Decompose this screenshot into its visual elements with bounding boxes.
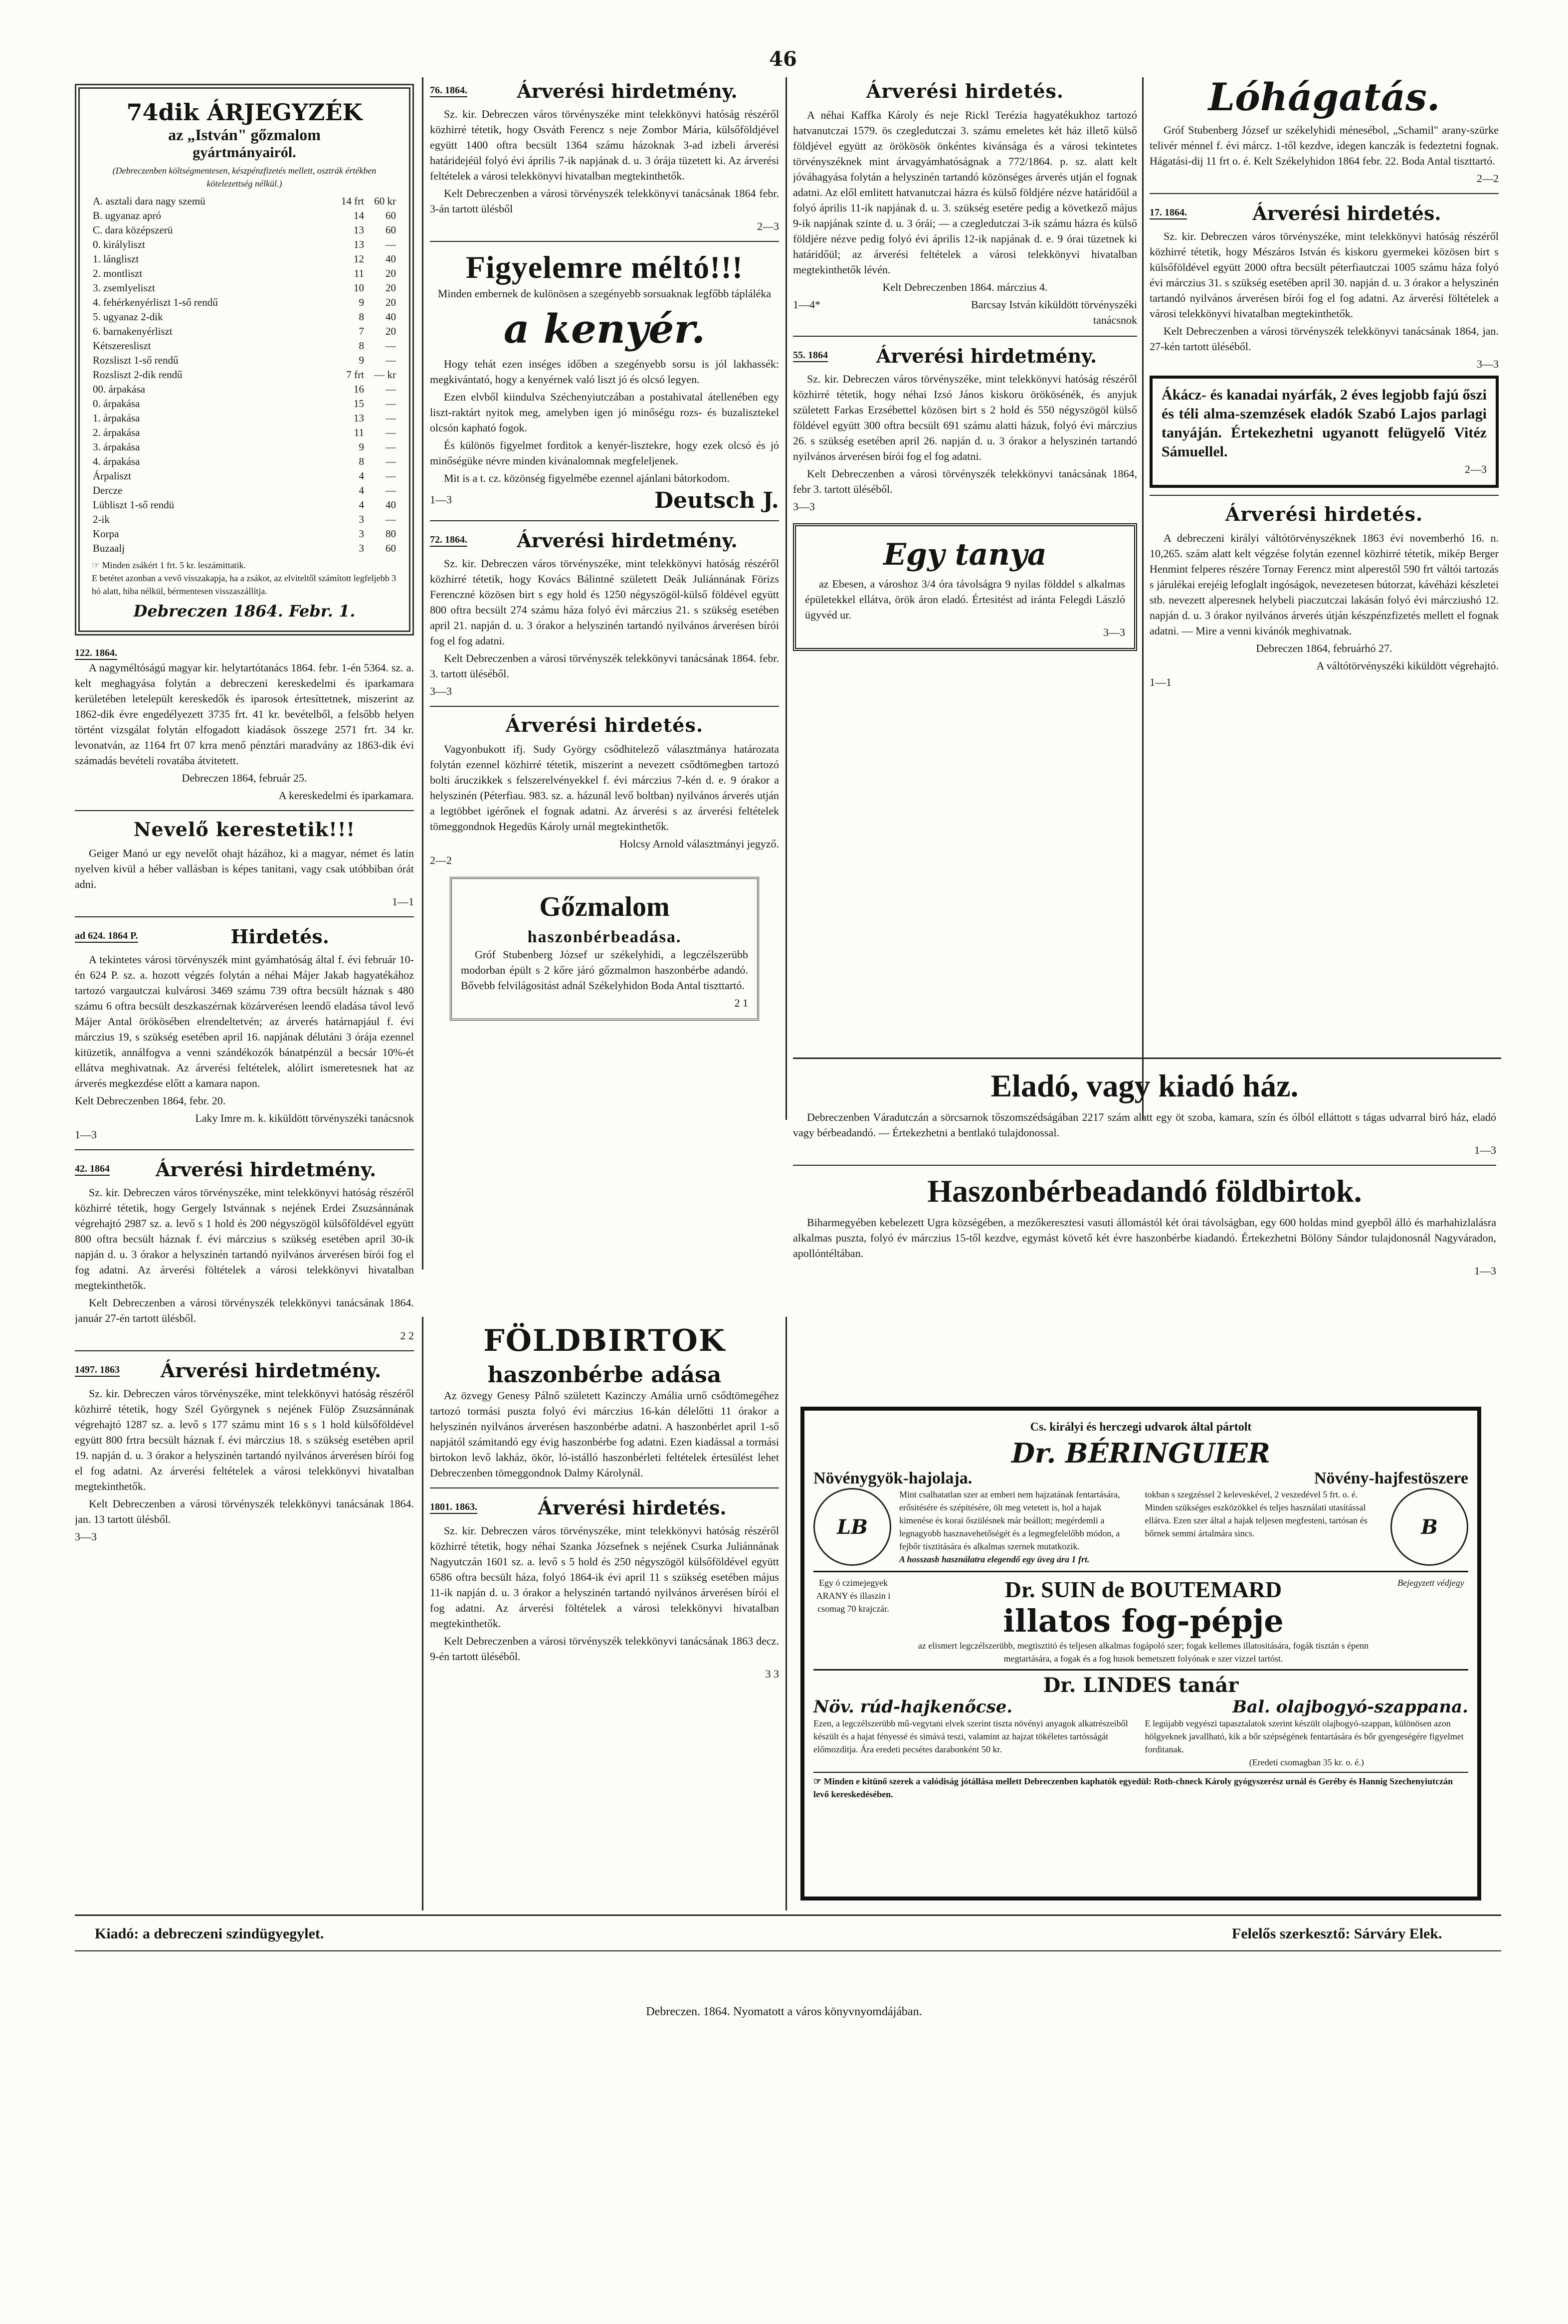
notice-title: Nevelő kerestetik!!! <box>133 818 356 841</box>
price-krajcar: 20 <box>386 325 396 337</box>
notice-number: 1—3 <box>1474 1265 1496 1277</box>
notice-title: Gőzmalom <box>539 891 670 922</box>
ad-header: Cs. királyi és herczegi udvarok által pártolt <box>1030 1421 1252 1434</box>
price-list-subtitle2: gyártmányairól. <box>193 144 296 161</box>
price-krajcar: — <box>386 238 396 250</box>
price-krajcar: — <box>386 398 396 410</box>
price-krajcar: 60 <box>386 210 396 221</box>
notice-farm <box>793 523 1137 651</box>
notice-signature: Holcsy Arnold választmányi jegyző. <box>619 838 779 850</box>
notice-title: FÖLDBIRTOK <box>483 1323 726 1358</box>
notice-title: Árverési hirdetés. <box>1225 503 1423 525</box>
notice-title: Haszonbérbeadandó földbirtok. <box>927 1173 1362 1209</box>
price-list-subtitle: az „István" gőzmalom <box>168 126 321 144</box>
notice-body: Sz. kir. Debreczen város törvényszéke, mint telekkönyvi hatóság részéről közhirré tétetik, hogy néhai Izsó János kiskoru örökösénék, és anyjuk született Farkas Erzsébettel közösen birt s 2 hold és 550 négyszögöl külső földével együtt 300 oftra becsült 691 számu alatti házuk, folyó évi márczius 26. s szükség esetében april 26. napján d. u. 3 órakor a helyszinén tartandó nyilvános árverésen bírói fog el fog adatni. <box>793 373 1137 462</box>
notice-body: A néhai Kaffka Károly és neje Rickl Terézia hagyatékukhoz tartozó hatvanutczai 1579. ös czegledutczai 3. számu emeletes két ház illető külső földjével együtt az örökösök önkéntes kivánsága és a városi tekintetes törvényszéknek mint árvagyámhatóságnak a 772/1864. p. sz. alatt kelt jóváhagyása folytán a helyszinén tartandó közönséges árverés utján el fognak adatni. Az elől emlitett hatvanutczai házra és külső földjére nézve határidőül a folyó április 11-ik napjának d. u. 3. szükség esetére pedig a következő május 9-ik napjának szinte d. u. 3 órái; — a czegledutczai 3-ik számu házra és külső földjére nézve pedig folyó évi április 12-ik napjának d. e. 9 órai tüzetnek ki határidőül; az árverési feltételek a városi telekkönyvi hivatalban megtekinthetők lévén. <box>793 109 1137 276</box>
notice-title: Eladó, vagy kiadó ház. <box>990 1068 1299 1103</box>
notice-date: Kelt Debreczenben a városi törvényszék telekkönyvi tanácsának 1864 febr. 3-án tartott ülésből <box>430 187 779 215</box>
notice-signature: Deutsch J. <box>654 488 779 513</box>
price-item: 3. zsemlyeliszt <box>93 282 155 294</box>
notice-auction-1801 <box>430 1496 779 1682</box>
notice-date: Kelt Debreczenben a városi törvényszék telekkönyvi tanácsának 1863 decz. 9-én tartott üléséből. <box>430 1635 779 1663</box>
notice-body: Geiger Manó ur egy nevelőt ohajt házához, ki a magyar, német és latin nyelven kivül a héber vallásban is képes tanitani, vagy csak utóbbiban órát adni. <box>75 847 414 890</box>
price-forint: 11 <box>354 426 364 438</box>
price-forint: 13 <box>354 238 364 250</box>
notice-number: 1—1 <box>392 895 414 908</box>
notice-body: Sz. kir. Debreczen város törvényszéke, mint telekkönyvi hatóság részéről közhirré tétetik, hogy Mészáros István és kiskoru gyermekei közösen birt s külsőföldével együtt 2000 oftra becsült péterfiautczai 1005 számu háza folyó évi márczius 31. s szükség esetében april 30. napján d. u. 3 órakor a helyszinén tartandó nyilvános árverésen bírói fog el fog adatni. Az árverési föltételek a városi telekkönyvi hivatalban megtekinthetők. <box>1150 230 1499 320</box>
section-rule <box>793 1057 1501 1059</box>
notice-auction-55 <box>793 345 1137 514</box>
ad-suin-left: Egy ó czimejegyek ARANY és illaszin i csomag 70 krajczár. <box>816 1578 891 1614</box>
notice-number: 2 1 <box>734 997 748 1009</box>
notice-number: 3 3 <box>765 1668 779 1680</box>
price-row <box>92 512 397 527</box>
notice-subtitle: haszonbérbeadása. <box>527 928 682 946</box>
notice-number: 2—3 <box>1465 463 1487 475</box>
column-rule <box>422 1317 423 1910</box>
price-krajcar: — <box>386 412 396 424</box>
notice-signature: Laky Imre m. k. kiküldött törvényszéki tanácsnok <box>195 1112 414 1124</box>
price-item: Dercze <box>93 484 123 496</box>
ad-emblem-right: B <box>1390 1488 1468 1566</box>
notice-date: Kelt Debreczenben 1864. márczius 4. <box>882 281 1048 293</box>
notice-body: A debreczeni királyi váltótörvényszéknek 1863 évi novemberhó 16. n. 10,265. szám alatt kelt végzése folytán ezennel közhirré tétetik, mikép Berger Henmint felperes részére Tornay Ferencz mint alperestől 590 frt váltói tartozás s járulékai erejéig lefoglalt ingóságok, nevezetesen bútorzat, kávéházi készletei stb. nevezett alperesnek helybeli piaczutczai lakásán folyó évi márcziushó 12. napján d. u. 3 órakor nyilvános árverés útján készpénzfizetés mellett el fognak adatni. — Mire a venni kivánók meghivatnak. <box>1150 532 1499 637</box>
column-2-lower <box>430 1319 779 1908</box>
price-forint: 7 frt <box>346 369 364 381</box>
divider <box>793 1165 1496 1166</box>
column-rule <box>1142 77 1144 1120</box>
price-item: Rozsliszt 1-ső rendű <box>93 354 179 366</box>
notice-number: 2—2 <box>430 854 452 866</box>
notice-number: 3—3 <box>1103 626 1125 638</box>
notice-number: 3—3 <box>430 685 452 697</box>
price-forint: 4 <box>359 484 364 496</box>
price-footnote-2: E betétet azonban a vevő visszakapja, ha a zsákot, az elviteltől számított legfeljebb 3 hó alatt, hiba nélkül, bérmentesen visszaszállítja. <box>92 573 396 596</box>
price-row <box>92 498 397 512</box>
divider <box>793 336 1137 337</box>
price-krajcar: — <box>386 383 396 395</box>
notice-body: Sz. kir. Debreczen város törvényszéke, mint telekkönyvi hatóság részéről közhirré tétetik, hogy Kovács Bálintné született Deák Juliánnának Förizs Ferenczné közösen birt s egy hold és 1250 négyszögöl-külső földével együtt 800 oftra becsült 274 számu háza folyó évi márczius 21. s szükség esetében april 21. napján d. u. 3 órakor a helyszinén tartandó nyilvános árverésen bírói fog el fog adatni. <box>430 557 779 647</box>
notice-ref: 76. 1864. <box>430 85 467 97</box>
notice-auction-1497 <box>75 1359 414 1544</box>
price-item: 1. árpakása <box>93 412 140 424</box>
ad-suin-right: Bejegyzett védjegy <box>1397 1578 1464 1588</box>
notice-bread <box>430 249 779 513</box>
price-krajcar: — <box>386 441 396 453</box>
price-forint: 7 <box>359 325 364 337</box>
notice-title: Lóhágatás. <box>1208 80 1440 119</box>
notice-kaffka <box>793 80 1137 329</box>
ad-lindes-title: Dr. LINDES tanár <box>1043 1674 1239 1697</box>
ad-suin-text: az elismert legczélszerübb, megtisztitó és teljesen alkalmas fogápoló szer; fogak kellemes illatositására, fogák tisztán s épenn megtartására, a fogak és a fog husok bemetszett folyónak e szer vizzel tartóst. <box>918 1641 1369 1664</box>
notice-body: Debreczenben Váradutczán a sörcsarnok tőszomszédságában 2217 szám alatt egy öt szoba, kamara, szín és ólból elláttott s tágas udvarral biró ház, eladó vagy bérbeadandó. — Értekezhetni a bentlakó tulajdonossal. <box>793 1111 1496 1139</box>
notice-date: Kelt Debreczenben a városi törvényszék telekkönyvi tanácsának 1864, febr 3. tartott üléséből. <box>793 467 1137 495</box>
notice-body: Az özvegy Genesy Pálnő született Kazinczy Amália urnő csődtömegéhez tartozó tormási puszta folyó évi márczius 16-kán délelőtti 11 órakor a helyszinén nyilvános árverésen haszonbérbe adatni. A haszonbérlet april 1-ső napjától számitandó egy évig haszonbérbe fog adatni. Ezen kiadással a tormási birtokon levő lakház, ökör, ló-istálló haszonbérleti feltételek értesülést lehet Debreczenben tömeggondnok Dalmy Károlynál. <box>430 1389 779 1479</box>
notice-title: Árverési hirdetés. <box>1252 202 1441 224</box>
notice-body: A tekintetes városi törvényszék mint gyámhatóság által f. évi február 10-én 624 P. sz. a. hozott végzés folytán a néhai Májer Jakab hagyatékához tartozó vargautczai kulvárosi 3469 számu 739 oftra becsült háznak s 480 számu 6 oftra becsült deszkaszérnak közárverésen leendő eladása távol levő Májer Antal örökösében elrendeltetvén; az árverés határnapjául f. évi márczius 19, s szükség esetében april 16. napjának délutáni 3 órája ezennel kitüzetik, annálfogva a venni szándékozók bánatpénzül a becsár 10%-ét ellátva meghivatnak. Az árverési feltételek, alólirt ismeretesnek hat az árverés megkezdése előtt a kamara napon. <box>75 953 414 1089</box>
notice-date: Debreczen 1864, februárhó 27. <box>1256 642 1392 654</box>
notice-body: Vagyonbukott ifj. Sudy György csődhitelező választmánya határozata folytán ezennel közhirré tétetik, miszerint a nevezett csődtömegben tartozó bolti áruczikkek s felszerelvényekkel f. évi márczius 7-kén d. e. 9 órakor a helyszinén (Péterfiau. 983. sz. a. házunál levő boltban) nyilvános árverés utján a legtöbbet igérőnek el fognak adatni. Az árverési s az árverési feltételek tömeggondnok Hegedüs Károly urnál megtekinthetők. <box>430 743 779 833</box>
price-list-note: (Debreczenben költségmentesen, készpénzfizetés mellett, osztrák értékben kötelezettség nélkül.) <box>112 166 377 189</box>
notice-body: Gróf Stubenberg József ur székelyhidi, a legczélszerübb modorban épült s 2 kőre járó gőzmalmon haszonbérbe adandó. Bővebb felvilágositást adnál Székelyhidon Boda Antal tiszttartó. <box>461 948 748 992</box>
price-krajcar: 20 <box>386 296 396 308</box>
price-krajcar: 80 <box>386 528 396 540</box>
divider <box>1150 495 1499 496</box>
price-krajcar: — <box>386 426 396 438</box>
advertisement-beringuier <box>800 1407 1481 1901</box>
notice-land <box>430 1323 779 1480</box>
column-rule <box>785 1317 787 1910</box>
notice-date: Kelt Debreczenben a városi törvényszék telekkönyvi tanácsának 1864. febr. 3. tartott üléséből. <box>430 652 779 680</box>
ad-lindes-left-text: Ezen, a legczélszerübb mű-vegytani elvek szerint tiszta növényi anyagok alkatrészeiből készült és a hajat fényessé és simává teszi, valamint az hajzat tökéletes tartósságát előmozditja. Ára eredeti pecsétes darabonként 50 kr. <box>813 1718 1128 1754</box>
price-item: Árpaliszt <box>93 470 131 482</box>
notice-tornay <box>1150 503 1499 690</box>
price-forint: 4 <box>359 470 364 482</box>
price-forint: 9 <box>359 441 364 453</box>
price-row <box>92 368 397 382</box>
notice-lead: Minden embernek de kulönösen a szegényebb sorsuaknak legfőbb tápláléka <box>437 287 772 300</box>
ad-suin-subtitle: illatos fog-pépje <box>1003 1603 1284 1639</box>
notice-body: A nagyméltóságú magyar kir. helytartótanács 1864. febr. 1-én 5364. sz. a. kelt meghagyása folytán a debreczeni kereskedelmi és iparkamara kerületében letelepült kereskedők és iparosok értesíttetnek, miszerint az 1862-dik évre engedélyezett 3735 frt. 41 kr. bevételből, a felsőbb helyen történt vizsgálat folytán elfogadott kiadások összege 2571 frt. 34 kr. levonatván, az 1164 frt 07 krra menő pénztári maradvány az 1863-dik évi számadás bevételi rovatába átvitetett. <box>75 661 414 767</box>
price-item: 2. árpakása <box>93 426 140 438</box>
notice-ref: 72. 1864. <box>430 534 467 547</box>
price-row <box>92 541 397 556</box>
price-forint: 8 <box>359 455 364 467</box>
price-table <box>92 194 397 556</box>
notice-body: Gróf Stubenberg József ur székelyhidi ménesébol, „Schamil" arany-szürke telivér ménnel f. évi márcz. 1-től kezdve, idegen kanczák is fedeztetni fognak. Hágatási-dij 11 frt o. é. Kelt Székelyhidon 1864 febr. 22. Boda Antal tiszttartó. <box>1150 124 1499 167</box>
price-item: 5. ugyanaz 2-dik <box>93 311 163 323</box>
price-row <box>92 310 397 324</box>
notice-number: 2 2 <box>400 1329 414 1342</box>
notice-signature: A váltótörvényszéki kiküldött végrehajtó. <box>1316 659 1499 672</box>
price-krajcar: 60 kr <box>374 195 396 207</box>
price-forint: 12 <box>354 253 364 265</box>
price-forint: 13 <box>354 224 364 236</box>
column-2 <box>430 80 779 1307</box>
price-forint: 4 <box>359 499 364 511</box>
price-list-signature: Debreczen 1864. Febr. 1. <box>133 602 356 621</box>
price-row <box>92 397 397 411</box>
notice-house <box>793 1067 1496 1158</box>
notice-date: Kelt Debreczenben a városi törvényszék telekkönyvi tanácsának 1864. január 27-én tartott ülésből. <box>75 1296 414 1324</box>
ad-body <box>813 1488 1468 1566</box>
footer-rule <box>75 1950 1501 1951</box>
notice-paragraph: Mit is a t. cz. közönség figyelmébe ezennel ajánlani bátorkodom. <box>444 472 730 484</box>
notice-title: Egy tanya <box>883 537 1047 572</box>
notice-body: Sz. kir. Debreczen város törvényszéke mint telekkönyvi hatóság részéről közhirré tétetik, hogy Osváth Ferencz s neje Zombor Mária, külsőföldjével együtt 1400 oftra becsült 1364 számu házoknak 3-ad izbeli árverési határidejéül folyó évi április 7-ik napjának d. u. 3 órája tüzetett ki. Az árverési feltételek a városi telekkönyvi hivatalban megtekinthetők. <box>430 108 779 182</box>
price-krajcar: 60 <box>386 224 396 236</box>
notice-tutor <box>75 818 414 909</box>
column-rule <box>785 77 787 1120</box>
notice-number: 3—3 <box>75 1530 97 1543</box>
divider <box>75 1149 414 1150</box>
notice-number: 1—3 <box>75 1128 97 1141</box>
price-forint: 16 <box>354 383 364 395</box>
price-row <box>92 353 397 368</box>
price-item: 1. lángliszt <box>93 253 139 265</box>
price-forint: 14 frt <box>341 195 364 207</box>
notice-title: Árverési hirdetmény. <box>155 1158 377 1181</box>
price-row <box>92 411 397 425</box>
notice-number: 2—2 <box>1477 172 1499 185</box>
price-krajcar: 40 <box>386 253 396 265</box>
price-row <box>92 454 397 469</box>
price-item: Lübliszt 1-ső rendü <box>93 499 175 511</box>
notice-hirdetes <box>75 925 414 1142</box>
notice-title: Árverési hirdetés. <box>505 714 704 736</box>
price-forint: 3 <box>359 542 364 554</box>
price-forint: 8 <box>359 340 364 352</box>
notice-number: 1—3 <box>430 493 452 506</box>
price-row <box>92 425 397 440</box>
price-item: B. ugyanaz apró <box>93 210 162 221</box>
notice-title: Árverési hirdetmény. <box>876 345 1097 367</box>
notice-auction-76 <box>430 80 779 234</box>
price-item: 6. barnakenyérliszt <box>93 325 173 337</box>
divider <box>430 706 779 707</box>
footer-rule <box>75 1914 1501 1916</box>
price-forint: 8 <box>359 311 364 323</box>
ad-lindes-price: (Eredeti csomagban 35 kr. o. é.) <box>1249 1757 1364 1767</box>
divider <box>75 1350 414 1351</box>
price-item: Kétszeresliszt <box>93 340 151 352</box>
column-rule <box>422 77 423 1269</box>
price-item: 4. árpakása <box>93 455 140 467</box>
notice-paragraph: És különös figyelmet forditok a kenyér-lisztekre, hogy ezek olcsó és jó minőségüke névre minden kivánalomnak megfeleljenek. <box>430 439 779 467</box>
price-row <box>92 223 397 237</box>
ad-slogan: A hosszasb használatra elegendő egy üveg ára 1 frt. <box>899 1554 1090 1564</box>
price-item: Korpa <box>93 528 119 540</box>
price-forint: 13 <box>354 412 364 424</box>
price-row <box>92 281 397 295</box>
notice-horse <box>1150 80 1499 186</box>
price-krajcar: 40 <box>386 311 396 323</box>
price-krajcar: — kr <box>374 369 396 381</box>
notice-number: 2—3 <box>757 220 779 232</box>
price-row <box>92 339 397 353</box>
price-row <box>92 252 397 266</box>
notice-body: Biharmegyében kebelezett Ugra községében, a mezőkeresztesi vasuti állomástól két órai távolságban, egy 600 holdas mind gyepből álló és marhahizlalásra alkalmas puszta, folyó év márczius 15-től kezdve, egymást követő két évre haszonbérbe kiadandó. Értekezhetni Bölöny Sándor tulajdonosnál Nagyváradon, apollóntéltában. <box>793 1216 1496 1260</box>
price-item: 4. fehérkenyérliszt 1-ső rendű <box>93 296 218 308</box>
price-row <box>92 483 397 498</box>
divider <box>430 520 779 521</box>
divider <box>75 916 414 917</box>
notice-title: Árverési hirdetmény. <box>160 1359 382 1382</box>
notice-ref: 1497. 1863 <box>75 1364 120 1377</box>
notice-title: Árverési hirdetés. <box>538 1496 727 1519</box>
price-krajcar: — <box>386 354 396 366</box>
notice-title: Árverési hirdetmény. <box>517 80 738 102</box>
price-row <box>92 209 397 223</box>
price-row <box>92 266 397 281</box>
price-item: 00. árpakása <box>93 383 145 395</box>
price-krajcar: 20 <box>386 267 396 279</box>
price-item: A. asztali dara nagy szemü <box>93 195 205 207</box>
price-krajcar: 60 <box>386 542 396 554</box>
price-row <box>92 295 397 310</box>
notice-title: Árverési hirdetés. <box>866 80 1064 102</box>
notice-date: Debreczen 1864, február 25. <box>182 772 307 784</box>
notice-auction-72 <box>430 529 779 699</box>
price-krajcar: 20 <box>386 282 396 294</box>
price-krajcar: — <box>386 340 396 352</box>
price-row <box>92 324 397 339</box>
footer-publisher: Kiadó: a debreczeni szindügyegylet. <box>95 1925 324 1942</box>
notice-number: 1—1 <box>1150 676 1172 688</box>
notice-number: 1—3 <box>1474 1144 1496 1156</box>
price-krajcar: — <box>386 513 396 525</box>
price-krajcar: — <box>386 455 396 467</box>
notice-sudy <box>430 714 779 868</box>
price-item: 3. árpakása <box>93 441 140 453</box>
price-list-box <box>75 84 414 635</box>
notice-signature: A kereskedelmi és iparkamara. <box>278 789 414 802</box>
footer-editor: Felelős szerkesztő: Sárváry Elek. <box>1232 1925 1442 1942</box>
ad-emblem-left: LB <box>813 1488 891 1566</box>
ad-right-text: tokban s szegzéssel 2 keleveskével, 2 veszedével 5 frt. o. é. Minden szükséges eszközökkel és teljes használati utasítással ellátva. Ezen szer által a hajak teljesen megfesteni, tartósan és bőrnek semmi ártalmára sincs. <box>1145 1489 1368 1538</box>
ad-lindes-right: Bal. olajbogyó-szappana. <box>1232 1697 1468 1717</box>
notice-paragraph: Ezen elvből kiindulva Széchenyiutczában a postahivatal átellenében egy liszt-raktárt nyitok meg, amelyben igen jó minőségu rozs- és buzalisztekel olcsón kapható fogok. <box>430 391 779 434</box>
divider <box>430 1487 779 1488</box>
notice-trees <box>1150 376 1499 488</box>
ad-left-title: Növénygyök-hajolaja. <box>813 1469 973 1487</box>
ad-right-title: Növény-hajfestöszere <box>1314 1469 1468 1487</box>
column-4 <box>1150 80 1499 1107</box>
notice-headline: a kenyér. <box>503 305 706 352</box>
notice-title: Árverési hirdetmény. <box>517 529 738 552</box>
price-item: C. dara középszerü <box>93 224 173 236</box>
notice-body: az Ebesen, a városhoz 3/4 óra távolságra 9 nyilas földdel s alkalmas épületekkel ellátva, örök áron eladó. Értesitést ad iránta Felegdi László ügyvéd ur. <box>805 578 1125 621</box>
notice-auction-17 <box>1150 202 1499 372</box>
notice-date: Kelt Debreczenben 1864, febr. 20. <box>75 1094 226 1107</box>
notice-steam-mill <box>450 877 759 1021</box>
price-item: 2-ik <box>93 513 110 525</box>
price-item: Buzaalj <box>93 542 125 554</box>
notice-ref: 42. 1864 <box>75 1163 110 1176</box>
ad-left-text: Mint csalhatatlan szer az emberi nem hajzatának fentartására, erősitésére és szépitésére, ölt meg vetetett is, hol a hajak kimenése és korai őszülésnek már beállott; megérdemli a legnagyobb hasznavehetőségét és a legmegfelelőbb módon, a fejbőr tisztitására és alkalmas szernek mutatkozik. <box>899 1489 1120 1551</box>
divider <box>1150 193 1499 194</box>
price-row <box>92 440 397 454</box>
notice-number: 1—4* <box>793 298 820 311</box>
ad-doctor: Dr. BÉRINGUIER <box>1011 1437 1270 1469</box>
ad-suin-title: Dr. SUIN de BOUTEMARD <box>1004 1577 1282 1602</box>
wide-notices <box>793 1062 1496 1372</box>
price-row <box>92 237 397 252</box>
imprint: Debreczen. 1864. Nyomatott a város könyvnyomdájában. <box>646 2005 922 2018</box>
notice-body: Sz. kir. Debreczen város törvényszéke, mint telekkönyvi hatóság részéről közhirré tétetik, hogy néhai Szanka Józsefnek s nejének Csurka Juliánnának Nagyutczán 1601 sz. a. levő s 5 hold és 250 négyszögöl külsőföldével együtt 6586 oftra becsült háza, folyó 1864-ik évi april 11 s szükség esetében május 11-ik napján d. u. 3 órakor a helyszinén tartandó nyilvános árverésen bírói el fog adatni. Az árverési föltételek a városi telekkönyvi hivatalban megtekinthetők. <box>430 1524 779 1630</box>
price-forint: 9 <box>359 296 364 308</box>
notice-body: Sz. kir. Debreczen város törvényszéke, mint telekkönyvi hatóság részéről közhirré tétetik, hogy Szél Györgynek s nejének Fülöp Zsuzsánnának végrehajtó 1287 sz. a. levő s 177 számu mint 16 s s 1 hold külsőföldével együtt 800 frtra becsült háznak f. évi márczius 18. s szükség esetében april 19. napján d. u. 3 órakor a helyszinén tartandó nyilvános árverésen bírói fog el fog adatni. Az árverési feltételek a városi telekkönyvi hivatalban megtekinthetők. <box>75 1387 414 1492</box>
ad-lindes-right-text: E legújabb vegyészi tapasztalatok szerint készült olajbogyó-szappan, különösen azon hölgyeknek javallható, kik a bőr szépségének fentartására és bőr gyengeségére figyelmet forditanak. <box>1145 1718 1464 1754</box>
ad-product-row <box>813 1469 1468 1488</box>
notice-subtitle: haszonbérbe adása <box>487 1362 722 1388</box>
price-item: 0. árpakása <box>93 398 140 410</box>
notice-ref: 17. 1864. <box>1150 207 1187 219</box>
price-forint: 14 <box>354 210 364 221</box>
notice-ref: 55. 1864 <box>793 350 828 362</box>
price-row <box>92 469 397 483</box>
notice-title: Hirdetés. <box>230 925 329 948</box>
divider <box>430 241 779 242</box>
price-footnote: ☞ Minden zsákért 1 frt. 5 kr. leszámittatik. <box>92 560 246 570</box>
price-forint: 3 <box>359 528 364 540</box>
notice-date: Kelt Debreczenben a városi törvényszék telekkönyvi tanácsának 1864. jan. 13 tartott ülésből. <box>75 1497 414 1525</box>
ad-lindes-left: Növ. rúd-hajkenőcse. <box>813 1697 1013 1717</box>
ad-footer: ☞ Minden e kitünő szerek a valódiság jótállása mellett Debreczenben kaphatók egyedül: Roth-chneck Károly gyógyszerész urnál és Geréby és Hannig Szechenyiutczán levő kereskedésében. <box>813 1772 1468 1801</box>
price-item: Rozsliszt 2-dik rendű <box>93 369 183 381</box>
notice-date: Kelt Debreczenben a városi törvényszék telekkönyvi tanácsának 1864, jan. 27-kén tartott üléséből. <box>1150 325 1499 353</box>
notice-paragraph: Hogy tehát ezen inséges időben a szegényebb sorsu is jól lakhassék: megkivántató, hogy a kenyérnek való liszt jó és olcsó legyen. <box>430 358 779 386</box>
price-item: 2. montliszt <box>93 267 143 279</box>
divider <box>75 810 414 811</box>
notice-number: 3—3 <box>1477 358 1499 370</box>
price-list-title: 74dik ÁRJEGYZÉK <box>126 99 363 126</box>
notice-title: Figyelemre méltó!!! <box>465 249 744 285</box>
price-krajcar: — <box>386 484 396 496</box>
ad-suin <box>813 1571 1468 1665</box>
price-item: 0. királyliszt <box>93 238 145 250</box>
price-forint: 3 <box>359 513 364 525</box>
column-3 <box>793 80 1137 1107</box>
price-row <box>92 527 397 541</box>
notice-signature: Barcsay István kiküldött törvényszéki tanácsnok <box>971 298 1137 326</box>
notice-ref: ad 624. 1864 P. <box>75 930 138 943</box>
price-forint: 15 <box>354 398 364 410</box>
notice-auction-42 <box>75 1158 414 1343</box>
price-krajcar: 40 <box>386 499 396 511</box>
ad-lindes <box>813 1669 1468 1769</box>
price-krajcar: — <box>386 470 396 482</box>
notice-estate <box>793 1173 1496 1278</box>
column-1 <box>75 80 414 1925</box>
notice-ref: 1801. 1863. <box>430 1501 477 1514</box>
page-number: 46 <box>769 47 797 71</box>
notice-chamber <box>75 647 414 803</box>
notice-ref: 122. 1864. <box>75 647 117 660</box>
price-row <box>92 194 397 209</box>
price-row <box>92 382 397 397</box>
notice-body: Ákácz- és kanadai nyárfák, 2 éves legjobb fajú őszi és téli alma-szemzések eladók Szabó Lajos parlagi tanyáján. Értekezhetni ugyanott felügyelő Vitéz Sámuellel. <box>1162 387 1487 460</box>
price-forint: 9 <box>359 354 364 366</box>
notice-number: 3—3 <box>793 500 815 513</box>
price-forint: 11 <box>354 267 364 279</box>
notice-body: Sz. kir. Debreczen város törvényszéke, mint telekkönyvi hatóság részéről közhirré tétetik, hogy Gergely Istvánnak s nejének Erdei Zsuzsánnának végrehajtó 2987 sz. a. levő s 1 hold és 200 négyszögöl külsőföldével együtt 800 oftra becsült háznak f. évi márczius s szükség esetében april 30-ik napján d. u. 3 órakor a helyszinén tartandó nyilvános árverésen bírói fog el fog adatni. Az árverési föltételek a városi telekkönyvi hivatalban megtekinthetők. <box>75 1186 414 1291</box>
price-forint: 10 <box>354 282 364 294</box>
